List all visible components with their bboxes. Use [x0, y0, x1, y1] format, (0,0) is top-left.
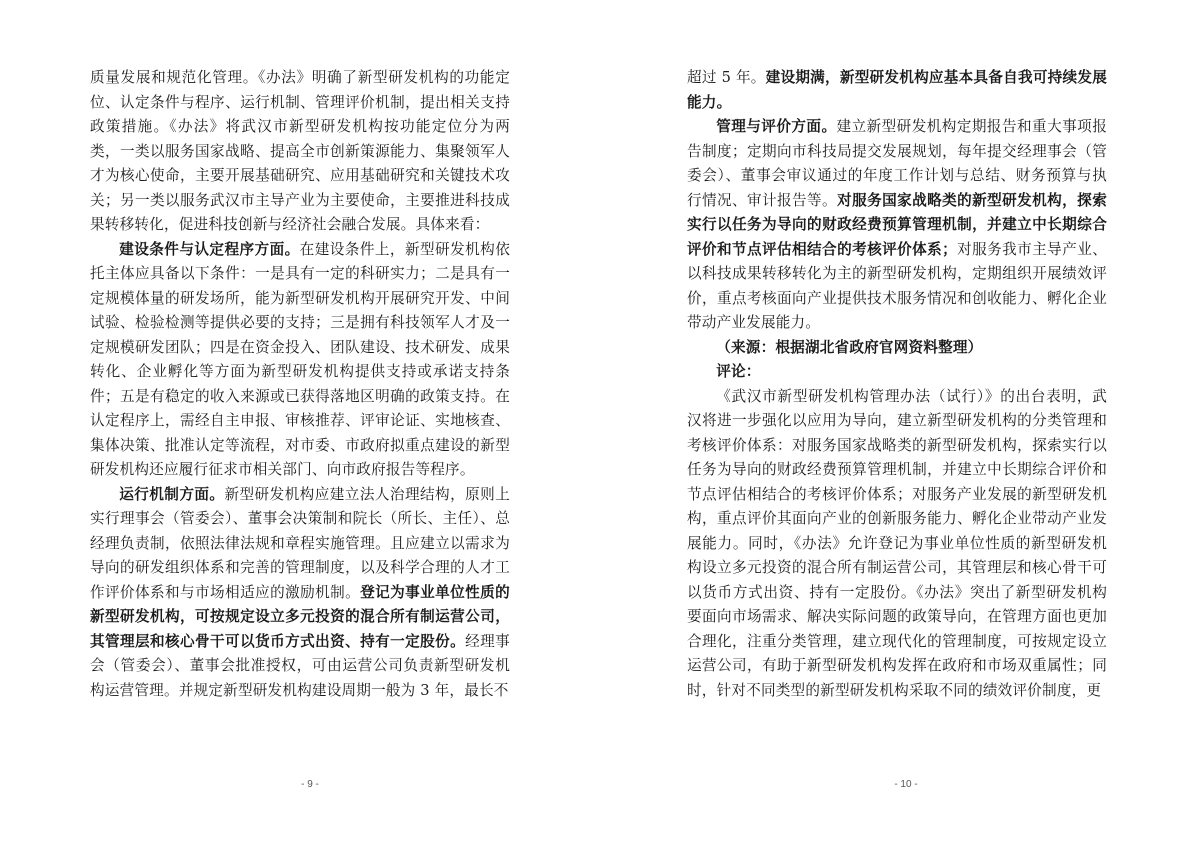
comment-paragraph: 《武汉市新型研发机构管理办法（试行）》的出台表明，武汉将进一步强化以应用为导向，建立新型研发机构的分类管理和考核评价体系：对服务国家战略类的新型研发机构，探索实行以任务为导向的财政经费预算管理机制，并建立中长期综合评价和节点评估相结合的考核评价体系；对服务产业发展的新型研发机构，重点评价其面向产业的创新服务能力、孵化企业带动产业发展能力。同时，《办法》允许登记为事业单位性质的新型研发机构设立多元投资的混合所有制运营公司，其管理层和核心骨干可以货币方式出资、持有一定股份。《办法》突出了新型研发机构要面向市场需求、解决实际问题的政策导向，在管理方面也更加合理化，注重分类管理，建立现代化的管理制度，可按规定设立运营公司，有助于新型研发机构发挥在政府和市场双重属性；同时，针对不同类型的新型研发机构采取不同的绩效评价制度，更 [687, 387, 1107, 699]
paragraph-management-evaluation [687, 115, 1107, 336]
left-page [90, 66, 510, 703]
source-note: （来源：根据湖北省政府官网资料整理） [716, 338, 983, 356]
text-operation-mechanism-2: 经理事会（管委会）、董事会批准授权，可由运营公司负责新型研发机构运营管理。并规定新型研发机构建设周期一般为 3 年，最长不 [90, 632, 510, 699]
paragraph-operation-mechanism [90, 483, 510, 704]
paragraph-intro: 质量发展和规范化管理。《办法》明确了新型研发机构的功能定位、认定条件与程序、运行机制、管理评价机制，提出相关支持政策措施。《办法》将武汉市新型研发机构按功能定位分为两类，一类以服务国家战略、提高全市创新策源能力、集聚领军人才为核心使命，主要开展基础研究、应用基础研究和关键技术攻关；另一类以服务武汉市主导产业为主要使命，主要推进科技成果转移转化，促进科技创新与经济社会融合发展。具体来看： [90, 69, 510, 233]
text-continuation: 超过 5 年。 [687, 69, 766, 86]
text-construction-conditions: 在建设条件上，新型研发机构依托主体应具备以下条件：一是具有一定的科研实力；二是具有一定规模体量的研发场所，能为新型研发机构开展研究开发、中间试验、检验检测等提供必要的支持；三是拥有科技领军人才及一定规模研发团队；四是在资金投入、团队建设、技术研发、成果转化、企业孵化等方面为新型研发机构提供支持或承诺支持条件；五是有稳定的收入来源或已获得落地区明确的政策支持。在认定程序上，需经自主申报、审核推荐、评审论证、实地核查、集体决策、批准认定等流程，对市委、市政府拟重点建设的新型研发机构还应履行征求市相关部门、向市政府报告等程序。 [90, 240, 510, 478]
bold-mixed-ownership: 登记为事业单位性质的新型研发机构，可按规定设立多元投资的混合所有制运营公司，其管理层和核心骨干可以货币方式出资、持有一定股份。 [90, 583, 510, 650]
heading-operation-mechanism: 运行机制方面。 [119, 485, 225, 503]
paragraph-continuation [687, 66, 1107, 115]
page-number-right: - 10 - [894, 779, 918, 790]
page-number-left: - 9 - [301, 779, 319, 790]
heading-construction-conditions: 建设条件与认定程序方面。 [119, 240, 300, 258]
text-management-evaluation-2: 对服务我市主导产业、以科技成果转移转化为主的新型研发机构，定期组织开展绩效评价，重点考核面向产业提供技术服务情况和创收能力、孵化企业带动产业发展能力。 [687, 240, 1107, 331]
text-operation-mechanism-1: 新型研发机构应建立法人治理结构，原则上实行理事会（管委会）、董事会决策制和院长（所长、主任）、总经理负责制，依照法律法规和章程实施管理。且应建立以需求为导向的研发组织体系和完善的管理制度，以及科学合理的人才工作评价体系和与市场相适应的激励机制。 [90, 485, 510, 601]
comment-label: 评论： [716, 363, 761, 380]
paragraph-construction-conditions [90, 238, 510, 483]
text-management-evaluation-1: 建立新型研发机构定期报告和重大事项报告制度；定期向市科技局提交发展规划，每年提交经理事会（管委会）、董事会审议通过的年度工作计划与总结、财务预算与执行情况、审计报告等。 [687, 118, 1107, 209]
right-page [687, 66, 1107, 703]
bold-sustainability: 建设期满，新型研发机构应基本具备自我可持续发展能力。 [687, 69, 1107, 111]
heading-management-evaluation: 管理与评价方面。 [716, 118, 837, 135]
bold-national-strategy: 对服务国家战略类的新型研发机构，探索实行以任务为导向的财政经费预算管理机制，并建立中长期综合评价和节点评估相结合的考核评价体系； [687, 191, 1107, 258]
